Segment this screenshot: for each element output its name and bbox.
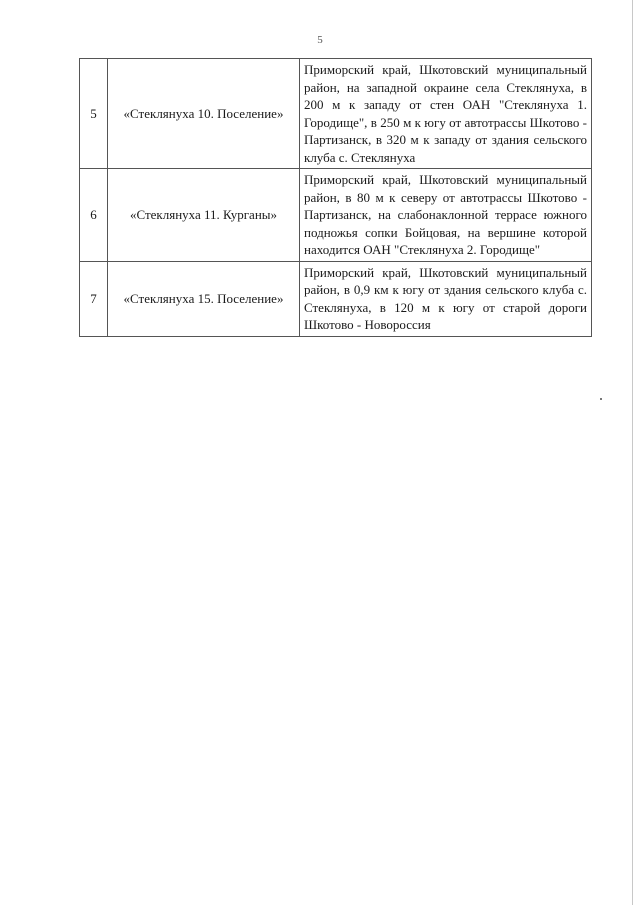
site-location: Приморский край, Шкотовский муниципальный район, в 80 м к северу от автотрассы Шкотово - Партизанск, на слабонаклонной террасе южного подножья сопки Бойцовая, на вершине которой находится ОАН "Стеклянуха 2. Городище" — [300, 169, 592, 262]
site-name: «Стеклянуха 15. Поселение» — [108, 261, 300, 336]
site-location: Приморский край, Шкотовский муниципальный район, в 0,9 км к югу от здания сельского клуба с. Стеклянуха, в 120 м к югу от старой дороги Шкотово - Новороссия — [300, 261, 592, 336]
table-row — [80, 261, 592, 336]
scan-speck — [600, 398, 602, 400]
heritage-sites-table — [79, 58, 592, 337]
scan-edge-line — [632, 0, 633, 905]
site-name: «Стеклянуха 11. Курганы» — [108, 169, 300, 262]
table-row — [80, 59, 592, 169]
page-number: 5 — [317, 34, 323, 46]
site-name: «Стеклянуха 10. Поселение» — [108, 59, 300, 169]
site-location: Приморский край, Шкотовский муниципальный район, на западной окраине села Стеклянуха, в 200 м к западу от стен ОАН "Стеклянуха 1. Городище", в 250 м к югу от автотрассы Шкотово - Партизанск, в 320 м к западу от здания сельского клуба с. Стеклянуха — [300, 59, 592, 169]
table-row — [80, 169, 592, 262]
row-number: 5 — [80, 59, 108, 169]
row-number: 7 — [80, 261, 108, 336]
row-number: 6 — [80, 169, 108, 262]
